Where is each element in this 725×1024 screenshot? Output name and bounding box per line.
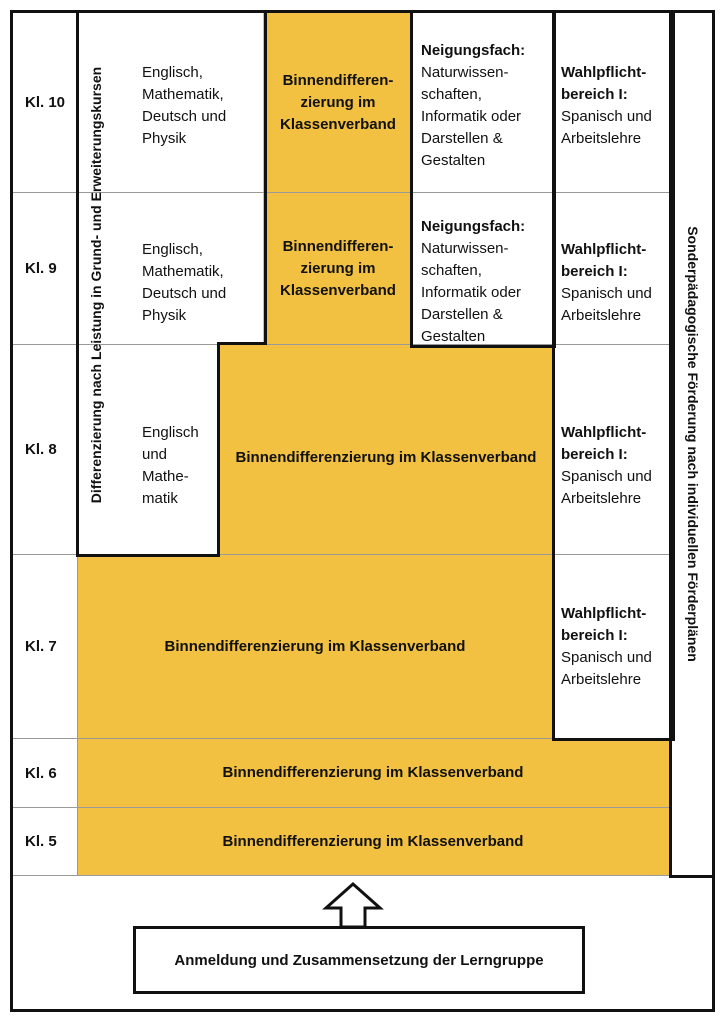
neigung-k10-heading: Neigungsfach: bbox=[421, 42, 526, 59]
binnen-k9-line: Binnendifferen- bbox=[282, 237, 394, 255]
neigung-k9-line: Gestalten bbox=[421, 328, 486, 345]
binnen-k10-line: Klassenverband bbox=[280, 115, 396, 133]
wahlpflicht-k7-line: Spanisch und bbox=[561, 649, 652, 666]
neigung-k10-line: Darstellen & bbox=[421, 130, 503, 147]
subjects-k8-line: matik bbox=[142, 490, 178, 507]
wahlpflicht-k7-line: Arbeitslehre bbox=[561, 671, 642, 688]
sonder-label: Sonderpädagogische Förderung nach individuellen Förderplänen bbox=[685, 226, 702, 662]
wahlpflicht-k8-heading: bereich I: bbox=[561, 446, 628, 463]
wahlpflicht-k7-heading: bereich I: bbox=[561, 627, 628, 644]
neigung-k10-line: schaften, bbox=[421, 86, 482, 103]
subjects-k8-line: und bbox=[142, 446, 168, 463]
subjects-k9 bbox=[142, 239, 260, 327]
binnen-label-k10 bbox=[266, 13, 410, 192]
differentiation-title: Differenzierung nach Leistung in Grund- und Erweiterungskursen bbox=[88, 66, 104, 504]
neigung-k10 bbox=[421, 40, 551, 172]
neigung-k9-line: Informatik oder bbox=[421, 284, 522, 301]
grade-label-k5: Kl. 5 bbox=[25, 833, 57, 850]
row-divider-k5-bottom bbox=[13, 875, 672, 876]
neigung-k10-line: Gestalten bbox=[421, 152, 486, 169]
neigung-k10-line: Naturwissen- bbox=[421, 64, 509, 81]
subjects-k9-line: Englisch, bbox=[142, 241, 203, 258]
wahlpflicht-k9-line: Arbeitslehre bbox=[561, 307, 642, 324]
wahlpflicht-k9-heading: Wahlpflicht- bbox=[561, 241, 647, 258]
subjects-k9-line: Physik bbox=[142, 307, 187, 324]
binnen-k9-line: zierung im bbox=[300, 259, 376, 277]
anmeldung-box: Anmeldung und Zusammensetzung der Lerngruppe bbox=[133, 926, 585, 994]
subjects-k8-line: Englisch bbox=[142, 424, 199, 441]
wahlpflicht-k7-heading: Wahlpflicht- bbox=[561, 605, 647, 622]
wahlpflicht-k8-heading: Wahlpflicht- bbox=[561, 424, 647, 441]
wahlpflicht-k9-line: Spanisch und bbox=[561, 285, 652, 302]
wahlpflicht-k8-line: Spanisch und bbox=[561, 468, 652, 485]
subjects-k9-line: Mathematik, bbox=[142, 263, 224, 280]
wahlpflicht-k10-line: Arbeitslehre bbox=[561, 130, 642, 147]
subjects-k10 bbox=[142, 62, 260, 150]
wahlpflicht-k9 bbox=[561, 239, 666, 327]
subjects-k10-line: Deutsch und bbox=[142, 108, 227, 125]
binnen-k10-line: Binnendifferen- bbox=[282, 71, 394, 89]
subjects-k8-line: Mathe- bbox=[142, 468, 189, 485]
subjects-k10-line: Mathematik, bbox=[142, 86, 224, 103]
wahlpflicht-k7 bbox=[561, 603, 666, 691]
neigung-k9-heading: Neigungsfach: bbox=[421, 218, 526, 235]
wahlpflicht-k10-heading: Wahlpflicht- bbox=[561, 64, 647, 81]
binnen-k9-line: Klassenverband bbox=[280, 281, 396, 299]
grade-label-k9: Kl. 9 bbox=[25, 260, 57, 277]
subjects-k9-line: Deutsch und bbox=[142, 285, 227, 302]
subjects-k8 bbox=[142, 422, 216, 510]
neigung-k9-line: Darstellen & bbox=[421, 306, 503, 323]
neigung-k10-line: Informatik oder bbox=[421, 108, 522, 125]
grade-label-k8: Kl. 8 bbox=[25, 441, 57, 458]
grade-label-k10: Kl. 10 bbox=[25, 94, 66, 111]
wahlpflicht-k9-heading: bereich I: bbox=[561, 263, 628, 280]
wahlpflicht-k10-heading: bereich I: bbox=[561, 86, 628, 103]
binnen-label-k8: Binnendifferenzierung im Klassenverband bbox=[235, 448, 537, 466]
binnen-label-k6: Binnendifferenzierung im Klassenverband bbox=[222, 764, 524, 781]
subjects-k10-line: Englisch, bbox=[142, 64, 203, 81]
neigung-k9-line: Naturwissen- bbox=[421, 240, 509, 257]
wahlpflicht-k8 bbox=[561, 422, 666, 510]
sonder-bottom-edge bbox=[672, 875, 712, 878]
binnen-label-k9 bbox=[266, 193, 410, 344]
subjects-k10-line: Physik bbox=[142, 130, 187, 147]
binnen-k10-line: zierung im bbox=[300, 93, 376, 111]
wahlpflicht-k8-line: Arbeitslehre bbox=[561, 490, 642, 507]
binnen-label-k5: Binnendifferenzierung im Klassenverband bbox=[222, 832, 524, 850]
wahlpflicht-k10 bbox=[561, 62, 666, 150]
grade-label-k6: Kl. 6 bbox=[25, 764, 57, 782]
up-arrow-icon bbox=[322, 881, 384, 929]
grade-label-k7: Kl. 7 bbox=[25, 638, 57, 655]
neigung-k9 bbox=[421, 216, 551, 348]
neigung-k9-line: schaften, bbox=[421, 262, 482, 279]
binnen-label-k7: Binnendifferenzierung im Klassenverband bbox=[164, 637, 466, 655]
wahlpflicht-k10-line: Spanisch und bbox=[561, 108, 652, 125]
